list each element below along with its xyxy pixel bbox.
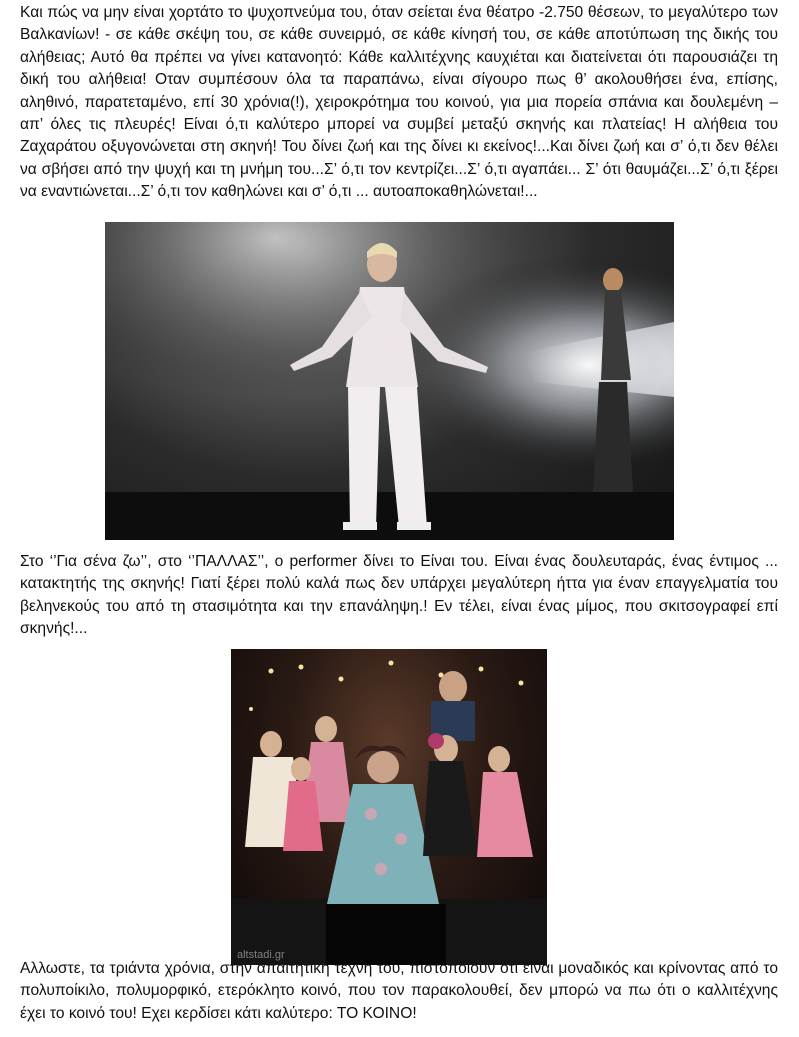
ensemble-photo — [231, 649, 547, 965]
article-paragraph-1: Και πώς να μην είναι χορτάτο το ψυχοπνεύμα του, όταν σείεται ένα θέατρο -2.750 θέσεων, το μεγαλύτερο των Βαλκανίων! - σε κάθε σκέψη του, σε κάθε συνειρμό, σε κάθε κίνησή του, σε κάθε αποτύπωση της δικής του αλήθειας; Αυτό θα πρέπει να γίνει κατανοητό: Κάθε καλλιτέχνης καυχιέται και διατείνεται ότι παρουσιάζει τη δική του αλήθεια! Οταν συμπέσουν όλα τα παραπάνω, είναι σίγουρο πως θ’ ακολουθήσει ένα, επίσης, αληθινό, παρατεταμένο, επί 30 χρόνια(!), χειροκρότημα του κοινού, για μια πορεία σπάνια και δουλεμένη – απ’ όλες τις πλευρές! Είναι ό,τι καλύτερο μπορεί να συμβεί μεταξύ σκηνής και πλατείας! Η αλήθεια του Ζαχαράτου οξυγονώνεται στη σκηνή! Του δίνει ζωή και της δίνει κι εκείνος!...Και δίνει ζωή και σ’ ό,τι δεν θέλει να σβήσει από την ψυχή και τη μνήμη του...Σ’ ό,τι τον κεντρίζει...Σ’ ό,τι αγαπάει... Σ’ ότι θαυμάζει...Σ’ ό,τι ξέρει να εναντιώνεται...Σ’ ό,τι τον καθηλώνει και σ’ ό,τι ... αυτοαποκαθηλώνεται!... — [20, 4, 778, 201]
ensemble-photo-illustration — [231, 649, 547, 965]
performer-photo — [105, 222, 674, 540]
article-paragraph-3: Αλλωστε, τα τριάντα χρόνια, στην απαιτητική τέχνη του, πιστοποιούν ότι είναι μοναδικός και κρίνοντας από το πολυποίκιλο, πολυμορφικό, ετερόκλητο κοινό, που τον παρακολουθεί, δεν μπορώ να πω ότι ο καλλιτέχνης έχει το κοινό του! Εχει κερδίσει κάτι καλύτερο: ΤΟ ΚΟΙΝΟ! — [20, 960, 778, 1022]
article-paragraph-2: Στο ‘’Για σένα ζω’’, στο ‘’ΠΑΛΛΑΣ’’, ο performer δίνει το Είναι του. Είναι ένας δουλευταράς, ένας έντιμος ... κατακτητής της σκηνής! Γιατί ξέρει πολύ καλά πως δεν υπάρχει μεγαλύτερη ήττα για έναν επαγγελματία του βεληνεκούς του από τη στασιμότητα και την επανάληψη.! Εν τέλει, είναι ένας μίμος, που σκιτσογραφεί επί σκηνής!... — [20, 553, 778, 638]
performer-photo-illustration — [105, 222, 674, 540]
photo-watermark: altstadi.gr — [237, 949, 285, 961]
